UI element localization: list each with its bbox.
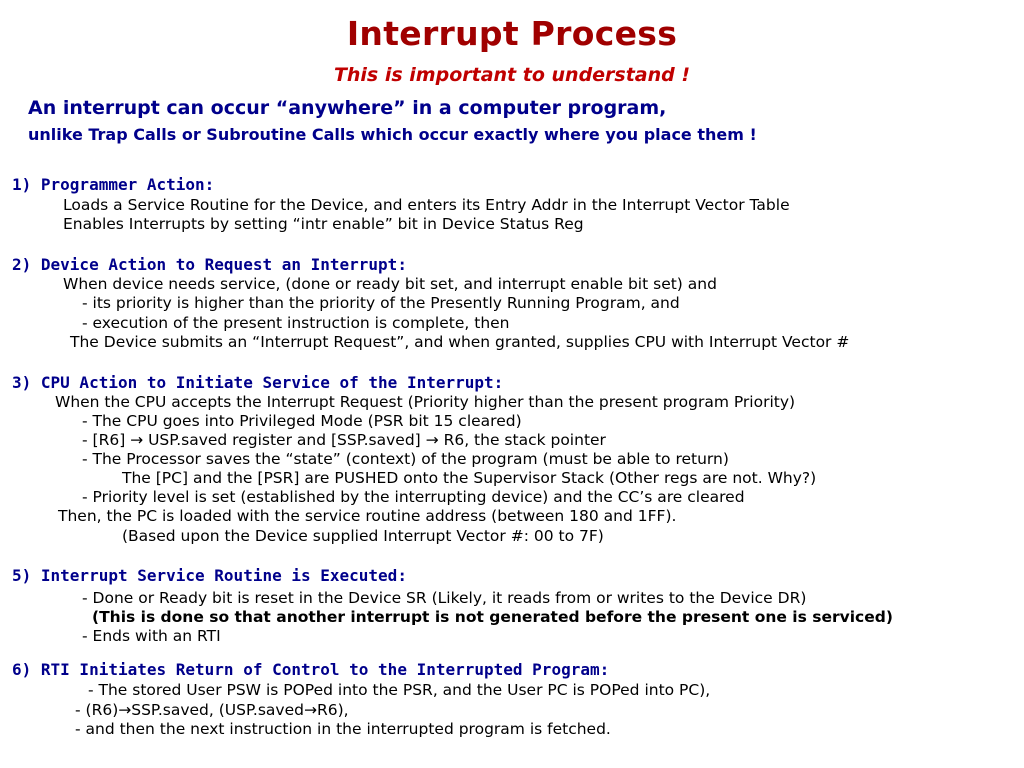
section-5-line-2: (This is done so that another interrupt is not generated before the present one is serviced) (92, 608, 893, 626)
section-2-line-3: - execution of the present instruction is complete, then (82, 314, 510, 332)
section-6-line-2: - (R6)→SSP.saved, (USP.saved→R6), (75, 701, 349, 719)
section-3-heading: 3) CPU Action to Initiate Service of the Interrupt: (12, 373, 504, 392)
intro-line-2: unlike Trap Calls or Subroutine Calls which occur exactly where you place them ! (28, 125, 757, 144)
section-2-line-1: When device needs service, (done or ready bit set, and interrupt enable bit set) and (63, 275, 717, 293)
section-2-heading: 2) Device Action to Request an Interrupt: (12, 255, 407, 274)
section-3-line-7: Then, the PC is loaded with the service routine address (between 180 and 1FF). (58, 507, 677, 525)
section-1-line-1: Loads a Service Routine for the Device, and enters its Entry Addr in the Interrupt Vector Table (63, 196, 790, 214)
section-6-line-3: - and then the next instruction in the interrupted program is fetched. (75, 720, 611, 738)
section-5-line-3: - Ends with an RTI (82, 627, 221, 645)
section-6-heading: 6) RTI Initiates Return of Control to the Interrupted Program: (12, 660, 610, 679)
section-2-line-4: The Device submits an “Interrupt Request”, and when granted, supplies CPU with Interrupt Vector # (70, 333, 850, 351)
section-3-line-1: When the CPU accepts the Interrupt Request (Priority higher than the present program Priority) (55, 393, 796, 411)
section-3-line-2: - The CPU goes into Privileged Mode (PSR bit 15 cleared) (82, 412, 522, 430)
section-3-line-4: - The Processor saves the “state” (context) of the program (must be able to return) (82, 450, 729, 468)
slide-subtitle: This is important to understand ! (333, 64, 691, 86)
section-1-heading: 1) Programmer Action: (12, 175, 215, 194)
section-3-line-5: The [PC] and the [PSR] are PUSHED onto the Supervisor Stack (Other regs are not. Why?) (122, 469, 817, 487)
section-1-line-2: Enables Interrupts by setting “intr enable” bit in Device Status Reg (63, 215, 584, 233)
slide-title: Interrupt Process (346, 14, 678, 53)
section-2-line-2: - its priority is higher than the priority of the Presently Running Program, and (82, 294, 680, 312)
section-3-line-6: - Priority level is set (established by the interrupting device) and the CC’s are cleared (82, 488, 745, 506)
section-6-line-1: - The stored User PSW is POPed into the PSR, and the User PC is POPed into PC), (88, 681, 711, 699)
section-3-line-3: - [R6] → USP.saved register and [SSP.saved] → R6, the stack pointer (82, 431, 606, 449)
section-3-line-8: (Based upon the Device supplied Interrupt Vector #: 00 to 7F) (122, 527, 604, 545)
intro-line-1: An interrupt can occur “anywhere” in a computer program, (28, 97, 667, 119)
section-5-heading: 5) Interrupt Service Routine is Executed: (12, 566, 407, 585)
section-5-line-1: - Done or Ready bit is reset in the Device SR (Likely, it reads from or writes to the Device DR) (82, 589, 807, 607)
